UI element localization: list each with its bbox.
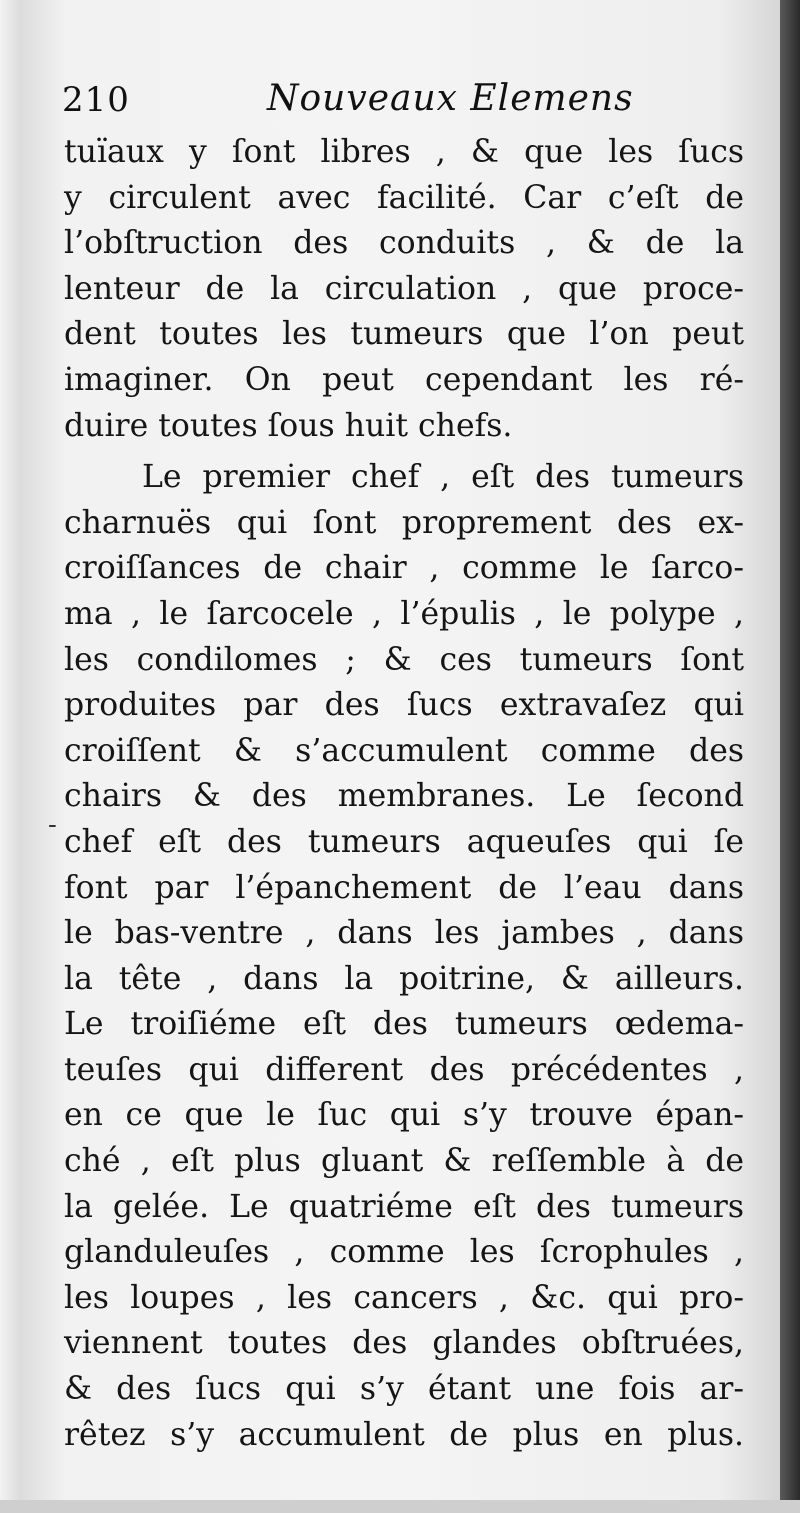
text-line: la gelée. Le quatriéme eſt des tumeurs [64,1188,744,1225]
paragraph-2 [64,455,744,1458]
text-line: teuſes qui different des précédentes , [64,1051,744,1088]
text-line: les condilomes ; & ces tumeurs ſont [64,641,744,678]
text-line: tuïaux y ſont libres , & que les ſucs [64,134,744,170]
text-line: imaginer. On peut cependant les ré- [64,361,744,398]
text-line: y circulent avec facilité. Car c’eſt de [64,179,744,216]
text-line: chef eſt des tumeurs aqueuſes qui ſe [64,823,744,860]
text-line: croiſſent & s’accumulent comme des [64,732,744,769]
text-line: ma , le ſarcocele , l’épulis , le polype , [64,595,744,632]
text-line: & des ſucs qui s’y étant une fois ar- [64,1371,744,1408]
text-line: ché , eſt plus gluant & reſſemble à de [64,1143,744,1180]
text-line: l’obſtruction des conduits , & de la [64,225,744,262]
text-line: les loupes , les cancers , &c. qui pro- [64,1279,744,1316]
page-left-edge [0,0,20,1513]
paragraph-1 [64,130,744,449]
text-line: charnuës qui ſont proprement des ex- [64,504,744,541]
text-line: glanduleuſes , comme les ſcrophules , [64,1234,744,1271]
text-line: croiſſances de chair , comme le ſarco- [64,550,744,587]
text-line: la tête , dans la poitrine, & ailleurs. [64,960,744,997]
text-line: Le premier chef , eſt des tumeurs [142,459,744,496]
text-line: font par l’épanchement de l’eau dans [64,869,744,906]
text-line: dent toutes les tumeurs que l’on peut [64,316,744,353]
running-title: Nouveaux Elemens [267,78,634,119]
margin-mark: - [48,810,57,840]
text-line: Le troiſiéme eſt des tumeurs œdema- [64,1006,744,1043]
page-number: 210 [62,80,130,120]
text-line: en ce que le ſuc qui s’y trouve épan- [64,1097,744,1134]
text-line: duire toutes ſous huit chefs. [64,407,513,444]
text-line: produites par des ſucs extravaſez qui [64,687,744,724]
text-line: rêtez s’y accumulent de plus en plus. [64,1416,744,1453]
body-text [64,130,744,1458]
page-header [62,74,742,126]
text-line: chairs & des membranes. Le ſecond [64,778,744,815]
text-line: viennent toutes des glandes obſtruées, [64,1325,744,1362]
page-bottom-edge [0,1500,800,1513]
text-line: le bas-ventre , dans les jambes , dans [64,915,744,952]
binding-shadow [780,0,800,1513]
text-line: lenteur de la circulation , que proce- [64,270,744,307]
